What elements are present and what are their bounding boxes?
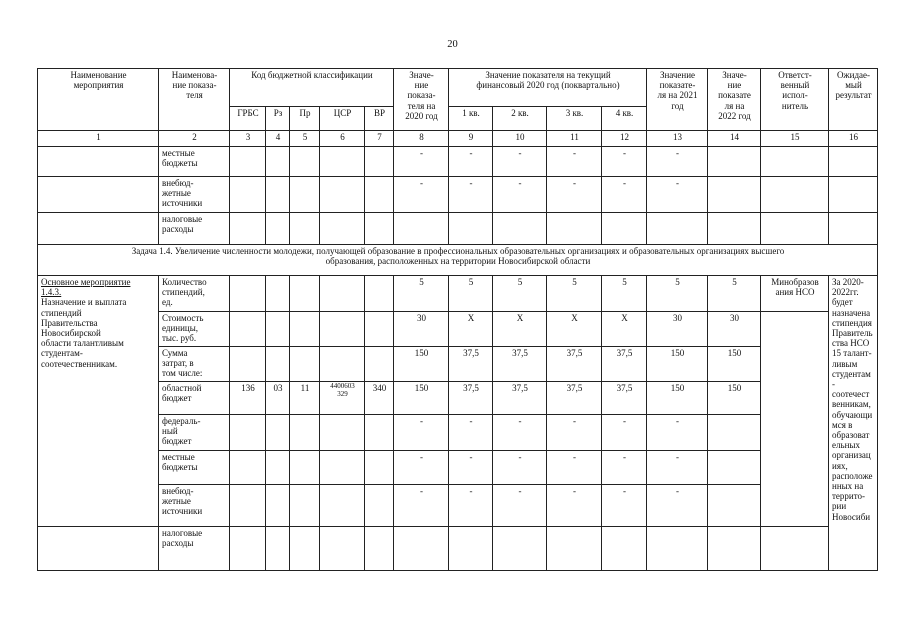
top-row-event-cell: [37, 176, 159, 213]
kbk-value: [265, 450, 290, 485]
kbk-value: [265, 346, 290, 382]
top-row-kbk-cell: [319, 212, 365, 245]
kbk-value: [265, 311, 290, 347]
kbk-value: 03: [265, 381, 290, 415]
top-row-value: -: [393, 146, 449, 177]
indicator-value: -: [492, 414, 547, 451]
kbk-value: [229, 450, 266, 485]
kbk-value: [319, 275, 365, 312]
top-row-value: -: [492, 146, 547, 177]
top-row-result-cell: [828, 212, 878, 245]
column-number: 8: [393, 130, 449, 147]
indicator-value: 5: [546, 275, 602, 312]
indicator-value: 150: [393, 381, 449, 415]
top-row-value: -: [492, 176, 547, 213]
column-number: 2: [158, 130, 230, 147]
indicator-value: -: [601, 484, 647, 527]
top-row-value: -: [646, 176, 708, 213]
header-q1: 1 кв.: [448, 106, 493, 131]
expected-result: За 2020- 2022гг. будет назначена стипендия Правитель ства НСО 15 талант- ливым студентам - соотечест венникам, обучающи мся в образоват ельных организац иях, расположе нных на террито- рии Новосиби: [828, 275, 878, 571]
header-budget-classification: Код бюджетной классификации: [229, 68, 394, 107]
kbk-value: [364, 484, 394, 527]
column-number: 3: [229, 130, 266, 147]
indicator-value: X: [601, 311, 647, 347]
column-number: 16: [828, 130, 878, 147]
top-row-value: -: [546, 176, 602, 213]
indicator-value: 150: [393, 346, 449, 382]
kbk-value: [289, 484, 320, 527]
header-q4: 4 кв.: [601, 106, 647, 131]
top-row-kbk-cell: [289, 146, 320, 177]
indicator-value: -: [492, 484, 547, 527]
header-grbs: ГРБС: [229, 106, 266, 131]
header-pr: Пр: [289, 106, 320, 131]
top-row-kbk-cell: [229, 146, 266, 177]
top-row-value: -: [546, 146, 602, 177]
kbk-value: [319, 346, 365, 382]
top-row-kbk-cell: [265, 176, 290, 213]
top-row-value: [646, 212, 708, 245]
indicator-value: 37,5: [546, 381, 602, 415]
column-number: 15: [760, 130, 829, 147]
top-row-value: [707, 212, 761, 245]
header-indicator-name: Наименова- ние показа- теля: [158, 68, 230, 131]
top-row-responsible-cell: [760, 212, 829, 245]
top-row-event-cell: [37, 212, 159, 245]
kbk-value: [319, 311, 365, 347]
responsible-executor: Минобразов ания НСО: [760, 275, 829, 312]
indicator-value: 37,5: [492, 346, 547, 382]
indicator-label: внебюд- жетные источники: [158, 484, 230, 527]
column-number: 4: [265, 130, 290, 147]
indicator-value: 30: [646, 311, 708, 347]
top-row-responsible-cell: [760, 176, 829, 213]
indicator-value: 5: [601, 275, 647, 312]
top-row-value: [393, 212, 449, 245]
kbk-value: [364, 450, 394, 485]
kbk-value: [229, 275, 266, 312]
top-row-value: [448, 212, 493, 245]
indicator-value: 150: [707, 346, 761, 382]
indicator-value: -: [492, 450, 547, 485]
top-row-kbk-cell: [364, 212, 394, 245]
indicator-value: 150: [646, 346, 708, 382]
top-row-responsible-cell: [760, 146, 829, 177]
header-vr: ВР: [364, 106, 394, 131]
indicator-value: X: [492, 311, 547, 347]
indicator-value: 5: [707, 275, 761, 312]
event-cell-tax: [37, 526, 159, 571]
header-expected-result: Ожидае- мый результат: [828, 68, 878, 131]
indicator-label: федераль- ный бюджет: [158, 414, 230, 451]
header-value-2022: Значе- ние показате ля на 2022 год: [707, 68, 761, 131]
indicator-value: 5: [492, 275, 547, 312]
indicator-value: 150: [707, 381, 761, 415]
top-row-value: [546, 212, 602, 245]
top-row-value: [707, 176, 761, 213]
indicator-value: -: [646, 484, 708, 527]
header-csr: ЦСР: [319, 106, 365, 131]
kbk-value: [364, 275, 394, 312]
indicator-value: 30: [393, 311, 449, 347]
indicator-value: 30: [707, 311, 761, 347]
indicator-value: -: [646, 450, 708, 485]
top-row-kbk-cell: [289, 212, 320, 245]
page-number: 20: [447, 39, 458, 50]
kbk-value: 136: [229, 381, 266, 415]
task-row: Задача 1.4. Увеличение численности молодежи, получающей образование в профессиональных образовательных организациях и образовательных организациях высшего образования, расположенных на территории Новосибирской области: [37, 244, 878, 276]
top-row-kbk-cell: [319, 176, 365, 213]
indicator-value: -: [393, 450, 449, 485]
top-row-value: -: [448, 146, 493, 177]
top-row-value: -: [601, 146, 647, 177]
column-number: 5: [289, 130, 320, 147]
indicator-value: [492, 526, 547, 571]
indicator-value: [448, 526, 493, 571]
indicator-value: -: [546, 450, 602, 485]
header-responsible: Ответст- венный испол- нитель: [760, 68, 829, 131]
indicator-value: -: [393, 414, 449, 451]
indicator-value: 150: [646, 381, 708, 415]
indicator-value: [707, 450, 761, 485]
kbk-value: [319, 450, 365, 485]
indicator-label: местные бюджеты: [158, 450, 230, 485]
top-row-value: -: [601, 176, 647, 213]
indicator-value: -: [546, 414, 602, 451]
top-row-kbk-cell: [265, 146, 290, 177]
indicator-label: Количество стипендий, ед.: [158, 275, 230, 312]
indicator-value: [646, 526, 708, 571]
kbk-value: [229, 414, 266, 451]
indicator-value: 37,5: [492, 381, 547, 415]
event-cell: [37, 275, 159, 527]
kbk-value: [289, 450, 320, 485]
indicator-label: областной бюджет: [158, 381, 230, 415]
top-row-value: [707, 146, 761, 177]
kbk-value: 340: [364, 381, 394, 415]
header-current-year: Значение показателя на текущий финансовый 2020 год (поквартально): [448, 68, 647, 107]
indicator-label: налоговые расходы: [158, 526, 230, 571]
indicator-label: Сумма затрат, в том числе:: [158, 346, 230, 382]
indicator-value: [393, 526, 449, 571]
column-number: 9: [448, 130, 493, 147]
top-row-value: -: [448, 176, 493, 213]
column-number: 14: [707, 130, 761, 147]
kbk-value: [265, 275, 290, 312]
indicator-value: 37,5: [448, 346, 493, 382]
kbk-value: [319, 414, 365, 451]
indicator-value: -: [601, 450, 647, 485]
kbk-value: [265, 484, 290, 527]
top-row-result-cell: [828, 146, 878, 177]
kbk-value: [289, 346, 320, 382]
kbk-value: [229, 484, 266, 527]
column-number: 10: [492, 130, 547, 147]
top-row-kbk-cell: [229, 212, 266, 245]
top-row-kbk-cell: [229, 176, 266, 213]
kbk-value: [364, 311, 394, 347]
indicator-value: 37,5: [601, 346, 647, 382]
top-row-value: -: [393, 176, 449, 213]
top-row-kbk-cell: [289, 176, 320, 213]
indicator-value: -: [448, 450, 493, 485]
kbk-value: [364, 346, 394, 382]
kbk-value: [229, 526, 266, 571]
column-number: 1: [37, 130, 159, 147]
kbk-value: [289, 414, 320, 451]
top-row-result-cell: [828, 176, 878, 213]
responsible-cell: [760, 311, 829, 527]
kbk-value: [289, 526, 320, 571]
indicator-value: 5: [448, 275, 493, 312]
top-row-value: [601, 212, 647, 245]
top-row-label: налоговые расходы: [158, 212, 230, 245]
top-row-kbk-cell: [319, 146, 365, 177]
kbk-value: [229, 346, 266, 382]
indicator-label: Стоимость единицы, тыс. руб.: [158, 311, 230, 347]
header-q2: 2 кв.: [492, 106, 547, 131]
header-q3: 3 кв.: [546, 106, 602, 131]
top-row-value: [492, 212, 547, 245]
indicator-value: 37,5: [546, 346, 602, 382]
indicator-value: 37,5: [448, 381, 493, 415]
top-row-kbk-cell: [364, 176, 394, 213]
kbk-value: 4400603 329: [319, 381, 365, 415]
header-value-2020: Значе- ние показа- теля на 2020 год: [393, 68, 449, 131]
top-row-kbk-cell: [364, 146, 394, 177]
kbk-value: [289, 311, 320, 347]
top-row-label: местные бюджеты: [158, 146, 230, 177]
header-value-2021: Значение показате- ля на 2021 год: [646, 68, 708, 131]
indicator-value: X: [448, 311, 493, 347]
kbk-value: [265, 526, 290, 571]
indicator-value: -: [546, 484, 602, 527]
column-number: 12: [601, 130, 647, 147]
column-number: 13: [646, 130, 708, 147]
indicator-value: [546, 526, 602, 571]
kbk-value: [319, 484, 365, 527]
kbk-value: [229, 311, 266, 347]
responsible-cell-tax: [760, 526, 829, 571]
event-name: Назначение и выплата стипендий Правительства Новосибирской области талантливым студентам- соотечественникам.: [41, 297, 127, 369]
indicator-value: -: [448, 414, 493, 451]
header-event-name: Наименование мероприятия: [37, 68, 159, 131]
top-row-value: -: [646, 146, 708, 177]
kbk-value: [289, 275, 320, 312]
indicator-value: [707, 484, 761, 527]
kbk-value: [319, 526, 365, 571]
indicator-value: -: [646, 414, 708, 451]
column-number: 11: [546, 130, 602, 147]
top-row-kbk-cell: [265, 212, 290, 245]
top-row-label: внебюд- жетные источники: [158, 176, 230, 213]
indicator-value: 5: [646, 275, 708, 312]
kbk-value: 11: [289, 381, 320, 415]
top-row-event-cell: [37, 146, 159, 177]
column-number: 6: [319, 130, 365, 147]
kbk-value: [364, 414, 394, 451]
kbk-value: [265, 414, 290, 451]
indicator-value: [707, 414, 761, 451]
indicator-value: -: [601, 414, 647, 451]
indicator-value: 5: [393, 275, 449, 312]
indicator-value: X: [546, 311, 602, 347]
column-number: 7: [364, 130, 394, 147]
header-rz: Рз: [265, 106, 290, 131]
indicator-value: -: [393, 484, 449, 527]
indicator-value: -: [448, 484, 493, 527]
indicator-value: [601, 526, 647, 571]
kbk-value: [364, 526, 394, 571]
event-code: Основное мероприятие 1.4.3.: [41, 277, 131, 298]
indicator-value: [707, 526, 761, 571]
indicator-value: 37,5: [601, 381, 647, 415]
